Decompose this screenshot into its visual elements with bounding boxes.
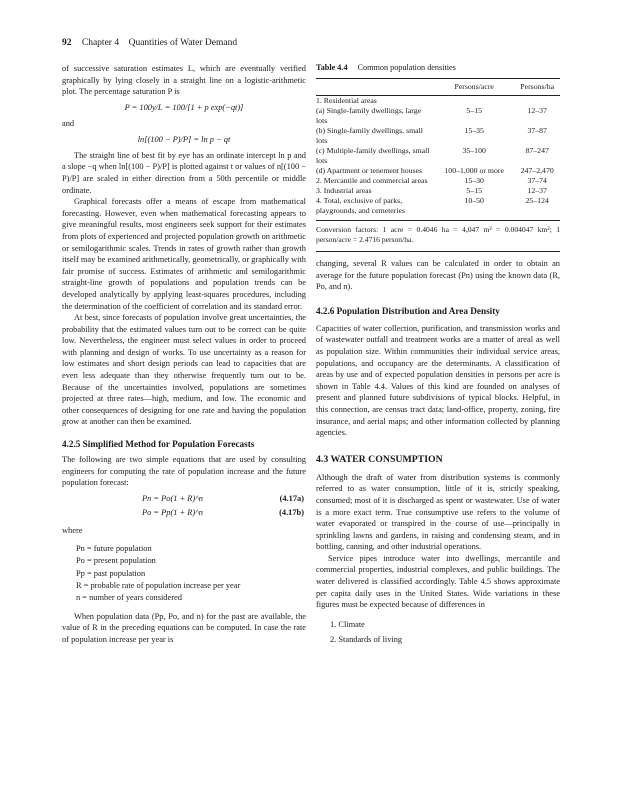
paragraph: Graphical forecasts offer a means of escape from mathematical forecasting. However, even when mathematical forecasting appears to give meaningful results, most engineers seek support for their estimates from plots of experienced and projected population growth on arithmetic or semilogarithmic scales. Trends in rates of growth rather than growth itself may be examined arithmetically, geometrically, or graphically with fair promise of success. Estimates of arithmetic and semilogarithmic straight-line growth of populations and population trends can be developed analytically by applying least-squares procedures, including the determination of the coefficient of correlation and its standard error. — [62, 197, 306, 311]
definition-item: R = probable rate of population increase per year — [76, 581, 241, 591]
connector-text: and — [62, 118, 75, 128]
column-header: Persons/ha — [514, 79, 560, 96]
table-row — [316, 186, 560, 196]
row-label: (a) Single-family dwellings, large lots — [316, 106, 422, 125]
equation-4-17b — [62, 507, 306, 521]
paragraph: At best, since forecasts of population involve great uncertainties, the probability that the estimated values turn out to be correct can be quite low. Nevertheless, the engineer must select values in order to proceed with planning and design of works. To use uncertainty as a reason for low estimates and short design periods can lead to capacities that are even less adequate than they otherwise frequently turn out to be. Because of the uncertainties involved, populations are sometimes projected at three rates—high, medium, and low. The economic and other consequences of designing for one rate and having the population grow at another can then be examined. — [62, 313, 306, 427]
equation-number: (4.17b) — [279, 507, 304, 517]
page-number: 92 — [62, 38, 72, 48]
row-label: 3. Industrial areas — [316, 186, 372, 195]
table-row — [316, 96, 560, 107]
section-heading-4-2-5: 4.2.5 Simplified Method for Population Forecasts — [62, 439, 255, 450]
row-label: 4. Total, exclusive of parks, playgrounds, and cemeteries — [316, 196, 434, 221]
paragraph: of successive saturation estimates L, which are eventually verified graphically by lying closely in a straight line on a logistic-arithmetic plot. The percentage saturation P is — [62, 64, 306, 97]
table-row — [316, 126, 560, 146]
equation: P = 100y/L = 100/[1 + p exp(−qt)] — [124, 102, 244, 112]
connector-text: where — [62, 525, 83, 535]
cell-ha: 25–124 — [514, 196, 560, 221]
cell-ha: 12–37 — [527, 106, 547, 115]
cell-acre — [434, 96, 514, 107]
equation-number: (4.17a) — [279, 493, 304, 503]
section-heading-4-2-6: 4.2.6 Population Distribution and Area Density — [316, 305, 500, 316]
cell-ha: 87–247 — [525, 146, 549, 155]
row-label: (b) Single-family dwellings, small lots — [316, 126, 423, 145]
table-title: Common population densities — [357, 63, 456, 72]
cell-ha: 247–2,470 — [520, 166, 554, 175]
cell-acre: 15–30 — [464, 176, 484, 185]
cell-acre: 10–50 — [434, 196, 514, 221]
right-column — [316, 63, 560, 647]
definition-item: Pn = future population — [76, 543, 152, 553]
table-row — [316, 146, 560, 166]
cell-ha: 37–87 — [527, 126, 547, 135]
cell-acre: 15–35 — [464, 126, 484, 135]
column-header — [316, 79, 434, 96]
paragraph: Service pipes introduce water into dwellings, mercantile and commercial properties, industrial complexes, and public buildings. The water delivered is classified accordingly. Table 4.5 shows approximate per capita daily uses in the United States. Wide variations in these figures must be expected because of differences in — [316, 553, 560, 610]
table-number: Table 4.4 — [316, 63, 348, 72]
row-label: 1. Residential areas — [316, 96, 377, 105]
cell-acre: 5–15 — [466, 106, 482, 115]
definition-list — [76, 543, 306, 605]
cell-ha: 12–37 — [527, 186, 547, 195]
section-heading-4-3: 4.3 WATER CONSUMPTION — [316, 453, 443, 465]
equation: ln[(100 − P)/P] = ln p − qt — [137, 134, 231, 144]
chapter-label: Chapter 4 — [81, 38, 120, 48]
paragraph: The following are two simple equations that are used by consulting engineers for computing the rate of population increase and the future population forecast: — [62, 455, 306, 488]
definition-item: Pp = past population — [76, 568, 146, 578]
paragraph: Capacities of water collection, purification, and transmission works and of wastewater outfall and treatment works are a matter of areal as well as population size. Within communities their individual service areas, populations, and occupancy are the determinants. A classification of areas by use and of expected population densities in persons per acre is shown in Table 4.4. Values of this kind are founded on analyses of present and planned future subdivisions of typical blocks. Helpful, in this connection, are census tract data; land-office, property, zoning, fire insurance, and aerial maps; and other information collected by planning agencies. — [316, 323, 560, 438]
cell-ha: 37–74 — [527, 176, 547, 185]
cell-acre: 100–1,000 or more — [444, 166, 504, 175]
row-label: 2. Mercantile and commercial areas — [316, 176, 428, 185]
paragraph: Although the draft of water from distribution systems is commonly referred to as water consumption, little of it is, strictly speaking, consumed; most of it is discharged as spent or wastewater. Use of water is a more exact term. True consumptive use refers to the volume of water evaporated or transpired in the course of use—principally in sprinkling lawns and gardens, in raising and condensing steam, and in bottling, canning, and other industrial operations. — [316, 472, 560, 552]
cell-ha — [514, 96, 560, 107]
table-caption — [316, 63, 560, 72]
paragraph: The straight line of best fit by eye has an ordinate intercept ln p and a slope −q when ln[(100 − P)/P] is plotted against t or values of n[(100 − P)/P] are scaled in either direction from a 50th percentile or middle ordinate. — [62, 150, 306, 195]
list-item: 2. Standards of living — [330, 634, 403, 644]
definition-item: n = number of years considered — [76, 593, 182, 603]
table-header-row — [316, 79, 560, 96]
left-column — [62, 63, 306, 646]
table-row — [316, 166, 560, 176]
row-label: (d) Apartment or tenement houses — [316, 166, 423, 175]
table-row — [316, 196, 560, 221]
cell-acre: 35–100 — [462, 146, 486, 155]
equation-text: Pn = Po(1 + R)^n — [142, 493, 203, 503]
table-footnote: Conversion factors: 1 acre = 0.4046 ha = 4,047 m² = 0.004047 km²; 1 person/acre = 2.4716 person/ha. — [316, 225, 560, 244]
running-header — [62, 38, 237, 48]
definition-item: Po = present population — [76, 556, 156, 566]
cell-acre: 5–15 — [466, 186, 482, 195]
paragraph: changing, several R values can be calculated in order to obtain an average for the future population forecast (Pn) using the known data (R, Po, and n). — [316, 259, 560, 292]
chapter-title: Quantities of Water Demand — [128, 38, 238, 48]
numbered-list — [330, 617, 560, 647]
equation-4-17a — [62, 493, 306, 507]
column-header: Persons/acre — [434, 79, 514, 96]
table-row — [316, 106, 560, 126]
table-row — [316, 176, 560, 186]
equation-text: Po = Pp(1 + R)^n — [142, 507, 203, 517]
paragraph: When population data (Pp, Po, and n) for the past are available, the value of R in the preceding equations can be computed. In case the rate of population increase per year is — [62, 611, 306, 645]
population-density-table — [316, 78, 560, 221]
list-item: 1. Climate — [330, 619, 365, 629]
row-label: (c) Multiple-family dwellings, small lots — [316, 146, 430, 165]
